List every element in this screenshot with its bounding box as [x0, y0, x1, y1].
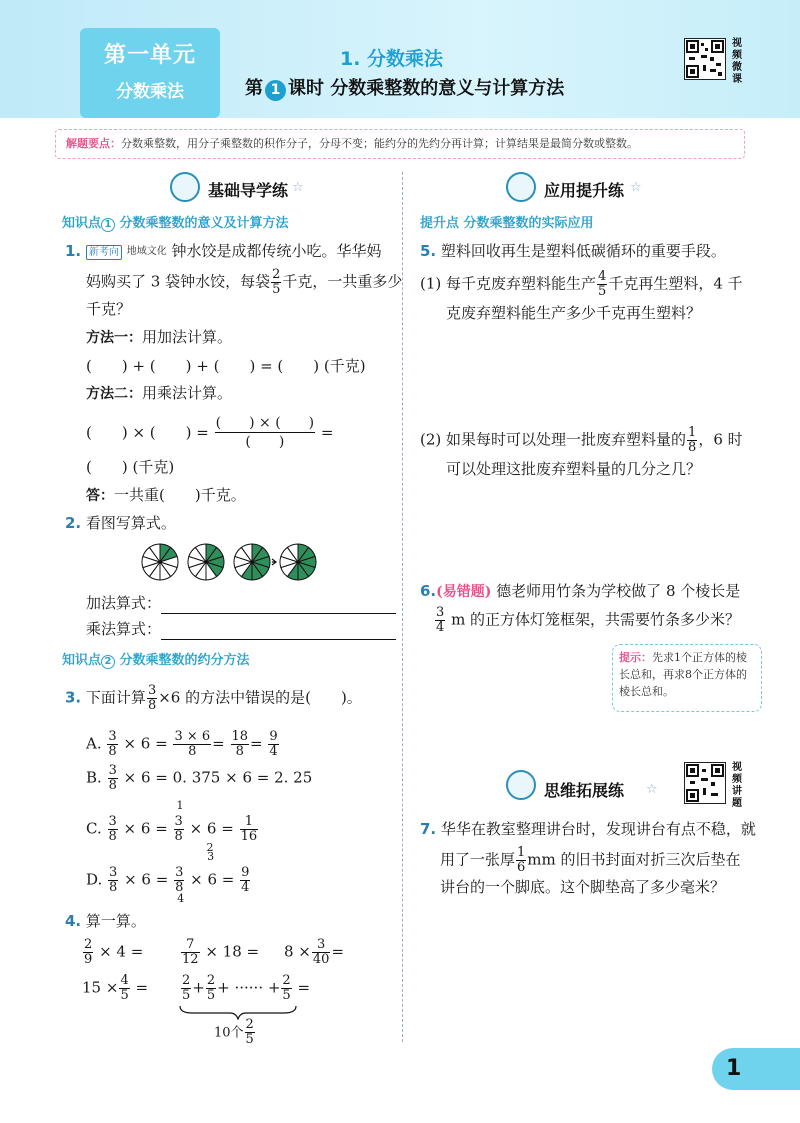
q7-number: 7.	[420, 820, 437, 838]
lesson-title	[245, 74, 564, 101]
q3-c-frac	[108, 815, 118, 844]
q7-fn: 1	[517, 845, 526, 860]
q1-text2a: 妈购买了 3 袋钟水饺，每袋	[86, 272, 271, 291]
tip-text: 分数乘整数，用分子乘整数的积作分子，分母不变；能约分的先约分再计算；计算结果是最简分数或整数。	[121, 137, 638, 150]
q7-line3: 讲台的一个脚底。这个脚垫高了多少毫米？	[440, 878, 726, 896]
q2-mul-blank[interactable]	[161, 622, 396, 640]
q3-a-frac2	[173, 730, 211, 759]
q3-d-label: D.	[86, 870, 103, 889]
q3-frac-den: 8	[147, 698, 157, 713]
kp2-text: 分数乘整数的约分方法	[119, 653, 250, 668]
q4-brace-label: 10个 $\frac{2}{5}$	[214, 1017, 254, 1047]
unit-tab	[80, 28, 220, 118]
hint-label: 提示：	[619, 651, 652, 664]
q4-expr2[interactable]: $\frac{7}{12}$ × 18 =	[182, 937, 260, 967]
q3-c-cancel: 1 2 $\frac{3}{8}$ × 6	[173, 815, 217, 844]
q2-line	[65, 512, 176, 534]
knowledge-point-1	[62, 212, 289, 232]
q1-ans-label: 答：	[86, 488, 114, 504]
q3-a-frac4	[268, 730, 278, 759]
q7-text2a: 用了一张厚	[440, 850, 516, 869]
q1-ans-text: 一共重( )千克。	[114, 486, 246, 504]
mascot-icon	[170, 172, 200, 202]
q3-option-a[interactable]: A. $\frac{3}{8}$ × 6 = $\frac{3 \times 6}{8}$ = $\frac{18}{8}$ = $\frac{9}{4}$	[86, 729, 278, 759]
q1-m1-text: 用加法计算。	[142, 328, 233, 346]
qr-code-icon-2[interactable]	[684, 762, 726, 804]
q3-c-fd: 8	[108, 829, 117, 844]
q1-line1	[65, 240, 382, 263]
q3-a-n: 3 × 6	[174, 729, 211, 744]
q5-p1b: 千克再生塑料，4 千	[608, 274, 743, 293]
kp1-label: 知识点	[62, 216, 102, 231]
q2-mul-label: 乘法算式：	[86, 620, 162, 638]
rkp-text: 分数乘整数的实际应用	[463, 216, 594, 231]
kp2-label: 知识点	[62, 653, 102, 668]
q7-line2	[440, 846, 741, 875]
q3-d-rn: 9	[241, 865, 250, 880]
q2-pie-figure	[140, 540, 330, 584]
q5-number: 5.	[420, 242, 437, 260]
q6-text1: 德老师用竹条为学校做了 8 个棱长是	[496, 582, 741, 600]
q5-part2-answer-area[interactable]	[420, 486, 760, 576]
q3-c-fn2: 3	[174, 814, 183, 829]
unit-subtitle: 分数乘法	[116, 82, 184, 102]
q3-a-r1n: 18	[231, 729, 249, 744]
q5-part1-answer-area[interactable]	[420, 330, 760, 420]
band-title-basic: 基础导学练	[208, 181, 289, 200]
q3-b-fd: 8	[108, 778, 117, 793]
q1-text3: 千克？	[86, 300, 132, 318]
q6-line1	[420, 580, 740, 603]
q1-tag: 新考向	[86, 245, 122, 260]
q5-part1-line1	[420, 270, 743, 299]
q3-a-frac3	[231, 730, 250, 759]
q1-m2-a: ( ) × ( ) =	[86, 423, 209, 442]
q3-c-frac3	[240, 815, 259, 844]
q1-fraction	[271, 268, 281, 297]
q3-d-fn: 3	[109, 865, 118, 880]
q2-mul-row[interactable]	[86, 618, 396, 640]
q5-part2-line1	[420, 426, 743, 455]
q3-c-frac2	[174, 815, 184, 844]
qr-label-top: 视频微课	[732, 38, 742, 85]
q4-e3b: =	[331, 942, 345, 961]
q3-b-fn: 3	[108, 763, 117, 778]
section-title: 1. 分数乘法	[340, 48, 444, 70]
q4-text: 算一算。	[85, 912, 146, 930]
q1-m2-c[interactable]: ( ) (千克)	[86, 458, 175, 476]
q3-a-frac	[107, 730, 117, 759]
arrow-right-icon	[272, 559, 276, 565]
q3-d-cancel: 3 4 $\frac{3}{8}$ × 6	[173, 866, 217, 895]
q3-a-d: 8	[188, 744, 197, 759]
q1-number: 1.	[65, 242, 82, 260]
tip-label: 解题要点：	[66, 137, 121, 150]
hint-box	[612, 644, 762, 712]
q1-answer[interactable]	[86, 484, 246, 507]
q5-p1a: (1) 每千克废弃塑料能生产	[420, 274, 597, 293]
q1-text2b: 千克，一共重多少	[282, 272, 403, 291]
q4-e4: 15 ×	[82, 978, 119, 997]
q1-method1	[86, 326, 232, 349]
q5-stem	[420, 240, 726, 262]
q4-number: 4.	[65, 912, 82, 930]
q3-a-fd: 8	[108, 744, 117, 759]
q5-p2b: ，6 时	[698, 430, 743, 449]
kp1-text: 分数乘整数的意义及计算方法	[119, 216, 289, 231]
q3-text-b: ×6 的方法中错误的是( )。	[158, 688, 362, 707]
kp1-num: 1	[101, 218, 115, 232]
q1-frac-num: 2	[272, 267, 281, 282]
q5-p1n: 4	[598, 269, 607, 284]
q1-m2-text: 用乘法计算。	[142, 384, 233, 402]
q4-e2: × 18 =	[205, 942, 260, 961]
q3-d-fd: 8	[109, 880, 118, 895]
kp2-num: 2	[101, 655, 115, 669]
q3-stem	[65, 684, 362, 713]
q1-method2	[86, 382, 232, 405]
q3-d-fd2: 8	[175, 880, 184, 895]
lesson-text: 课时 分数乘整数的意义与计算方法	[288, 78, 565, 99]
q2-number: 2.	[65, 514, 82, 532]
q3-d-bot: 4	[177, 892, 185, 905]
q3-a-r2n: 9	[269, 729, 278, 744]
q1-line2	[86, 268, 402, 297]
q7-answer-area[interactable]	[420, 904, 760, 1024]
star-icon-3: ☆	[646, 782, 658, 797]
q5-text: 塑料回收再生是塑料低碳循环的重要手段。	[440, 242, 726, 260]
q7-text2b: mm 的旧书封面对折三次后垫在	[527, 850, 741, 869]
q3-c-fn: 3	[108, 814, 117, 829]
star-icon: ☆	[292, 180, 304, 195]
q3-a-eq: × 6 =	[123, 734, 168, 753]
q3-d-rd: 4	[241, 880, 250, 895]
q6-fd: 4	[436, 620, 445, 635]
q3-b-label: B.	[86, 768, 102, 787]
q3-d-frac	[108, 866, 118, 895]
q3-c-top: 1	[176, 799, 184, 812]
q6-line2	[434, 606, 740, 635]
q4-expr5[interactable]: $\frac{2}{5}$ + $\frac{2}{5}$ + ······ + $\frac{2}{5}$ =	[182, 973, 311, 1003]
q2-add-row[interactable]	[86, 592, 396, 614]
qr-label-bottom: 视频讲题	[732, 762, 742, 809]
q7-line1	[420, 818, 756, 840]
q3-a-label: A.	[86, 734, 102, 753]
q3-text-a: 下面计算	[85, 688, 146, 707]
q1-text1: 钟水饺是成都传统小吃。华华妈	[171, 242, 382, 260]
q1-m2-label: 方法二：	[86, 386, 142, 402]
q5-p2a: (2) 如果每时可以处理一批废弃塑料量的	[420, 430, 687, 449]
unit-label: 第一单元	[103, 43, 196, 68]
q1-m1-label: 方法一：	[86, 330, 142, 346]
improvement-point	[420, 212, 594, 231]
q7-fd: 6	[517, 860, 526, 875]
mascot-icon-2	[506, 172, 536, 202]
page-number: 1	[726, 1056, 742, 1081]
q3-c-rn: 1	[240, 815, 259, 830]
page-number-tab	[712, 1048, 800, 1090]
q4-e3: 8 ×	[284, 942, 311, 961]
q4-e5b: =	[297, 978, 311, 997]
lesson-prefix: 第	[245, 78, 263, 99]
hint-text: 先求1个正方体的棱长总和，再求8个正方体的棱长总和。	[619, 651, 747, 698]
q5-p2n: 1	[688, 425, 697, 440]
band-title-apply: 应用提升练	[544, 181, 625, 200]
q4-brace-text: 10个	[214, 1025, 244, 1041]
star-icon-2: ☆	[630, 180, 642, 195]
q5-part2-line2: 可以处理这批废弃塑料量的几分之几？	[446, 460, 702, 478]
knowledge-point-2	[62, 649, 250, 669]
column-divider	[402, 172, 403, 1042]
q3-b-eq: × 6 = 0. 375 × 6 = 2. 25	[123, 768, 313, 787]
pie-circle	[280, 544, 316, 580]
q3-a-r2d: 4	[269, 744, 278, 759]
q3-number: 3.	[65, 688, 82, 707]
q6-fn: 3	[436, 605, 445, 620]
qr-code-icon[interactable]	[684, 38, 726, 80]
q4-stem	[65, 910, 146, 932]
q3-option-d[interactable]: D. $\frac{3}{8}$ × 6 = 3 4 $\frac{3}{8}$ × 6 = $\frac{9}{4}$	[86, 866, 251, 895]
q3-a-r1d: 8	[235, 744, 244, 759]
q3-fraction	[147, 684, 157, 713]
q3-c-bot: 2	[206, 841, 214, 854]
q7-text1: 华华在教室整理讲台时，发现讲台有点不稳，就	[440, 820, 756, 838]
q1-tag2: 地域文化	[126, 246, 167, 257]
q6-text2: m 的正方体灯笼框架，共需要竹条多少米？	[451, 610, 741, 629]
q3-c-rd: 16	[240, 829, 258, 844]
q3-d-top: 3	[207, 850, 215, 863]
q1-m2-eq[interactable]	[86, 414, 333, 451]
q4-expr1[interactable]: $\frac{2}{9}$ × 4 =	[84, 937, 144, 967]
q3-frac-num: 3	[147, 683, 157, 698]
q3-d-fn2: 3	[175, 865, 184, 880]
q5-p1d: 5	[598, 284, 607, 299]
q6-tag: (易错题)	[436, 584, 492, 600]
q3-b-frac	[108, 764, 118, 793]
pie-circle	[234, 544, 270, 580]
tip-bar	[55, 129, 745, 159]
q5-p2d: 8	[688, 440, 697, 455]
q2-add-label: 加法算式：	[86, 594, 162, 612]
q4-e1: × 4 =	[99, 942, 144, 961]
q3-c-label: C.	[86, 819, 102, 838]
mascot-icon-3	[506, 770, 536, 800]
q4-expr4[interactable]: 15 × $\frac{4}{5}$ =	[82, 973, 149, 1003]
pie-circle	[188, 544, 224, 580]
q1-frac-den: 5	[272, 282, 281, 297]
q4-e4b: =	[135, 978, 149, 997]
lesson-number: 1	[265, 80, 286, 101]
q1-m1-eq[interactable]: ( ) + ( ) + ( ) = ( ) (千克)	[86, 357, 366, 375]
q3-a-fn: 3	[108, 729, 117, 744]
q1-m2-den: ( )	[245, 434, 285, 450]
q2-add-blank[interactable]	[161, 596, 396, 614]
q4-expr3[interactable]: 8 × $\frac{3}{40}$ =	[284, 937, 345, 967]
rkp-label: 提升点	[420, 216, 460, 231]
q3-option-c[interactable]: C. $\frac{3}{8}$ × 6 = 1 2 $\frac{3}{8}$ × 6 = $\frac{1}{16}$	[86, 815, 259, 844]
pie-circle	[142, 544, 178, 580]
band-title-think: 思维拓展练	[544, 781, 625, 800]
q3-option-b[interactable]	[86, 764, 312, 793]
q2-text: 看图写算式。	[85, 514, 176, 532]
q3-d-frac3	[240, 866, 250, 895]
q1-m2-num: ( ) × ( )	[215, 415, 315, 431]
q6-number: 6.	[420, 582, 437, 600]
q4-e5: + ······ +	[217, 978, 281, 997]
q3-c-fd2: 8	[174, 829, 183, 844]
q1-m2-b: =	[320, 423, 334, 442]
q5-part1-line2: 克废弃塑料能生产多少千克再生塑料？	[446, 304, 702, 322]
q1-m2-frac	[215, 414, 315, 451]
